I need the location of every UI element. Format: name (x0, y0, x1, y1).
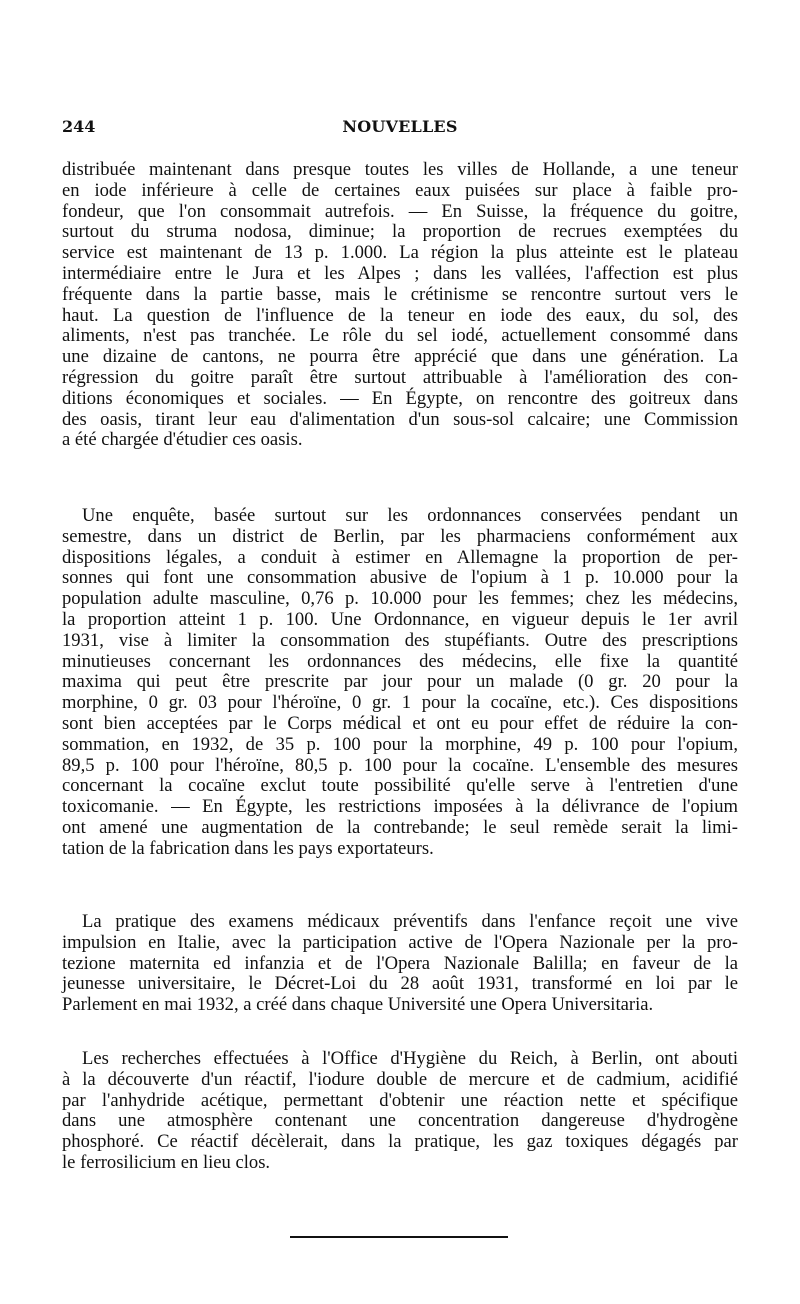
paragraph-recherches (62, 1049, 738, 1174)
text-line: toxicomanie. — En Égypte, les restrictions imposées à la délivrance de l'opium (62, 796, 738, 818)
text-line: jeunesse universitaire, le Décret-Loi du 28 août 1931, transformé en loi par le (62, 973, 738, 995)
text-line: régression du goitre paraît être surtout attribuable à l'amélioration des con- (62, 366, 738, 388)
text-line: par l'anhydride acétique, permettant d'obtenir une réaction nette et spécifique (62, 1089, 738, 1111)
text-line: La pratique des examens médicaux préventifs dans l'enfance reçoit une vive (82, 911, 738, 932)
text-line: semestre, dans un district de Berlin, par les pharmaciens conformément aux (62, 525, 738, 547)
paragraph-examens (62, 912, 738, 1016)
text-line: 89,5 p. 100 pour l'héroïne, 80,5 p. 100 pour la cocaïne. L'ensemble des mesures (62, 754, 738, 776)
text-line: une dizaine de cantons, ne pourra être apprécié que dans une génération. La (62, 346, 738, 368)
text-line: des oasis, tirant leur eau d'alimentation d'un sous-sol calcaire; une Commission (62, 408, 738, 430)
paragraph-opium (62, 506, 738, 860)
running-head: NOUVELLES (342, 117, 458, 136)
text-line: à la découverte d'un réactif, l'iodure double de mercure et de cadmium, acidifié (62, 1068, 738, 1090)
paragraph-goitre (62, 160, 738, 451)
text-line: intermédiaire entre le Jura et les Alpes ; dans les vallées, l'affection est plus (62, 262, 738, 284)
text-line: phosphoré. Ce réactif décèlerait, dans la pratique, les gaz toxiques dégagés par (62, 1131, 738, 1153)
text-line: maxima qui peut être prescrite par jour pour un malade (0 gr. 20 pour la (62, 671, 738, 693)
text-line: tation de la fabrication dans les pays exportateurs. (62, 837, 434, 859)
page-header (62, 117, 738, 141)
text-line: morphine, 0 gr. 03 pour l'héroïne, 0 gr. 1 pour la cocaïne, etc.). Ces dispositions (62, 692, 738, 714)
text-line: en iode inférieure à celle de certaines eaux puisées sur place à faible pro- (62, 179, 738, 201)
page-number: 244 (62, 117, 96, 136)
text-line: fréquente dans la partie basse, mais le crétinisme se rencontre surtout vers le (62, 283, 738, 305)
text-line: Les recherches effectuées à l'Office d'Hygiène du Reich, à Berlin, ont abouti (82, 1048, 738, 1069)
text-line: impulsion en Italie, avec la participation active de l'Opera Nazionale per la pro- (62, 931, 738, 953)
text-line: tezione maternita ed infanzia et de l'Opera Nazionale Balilla; en faveur de la (62, 952, 738, 974)
text-line: minutieuses concernant les ordonnances des médecins, elle fixe la quantité (62, 650, 738, 672)
text-line: sommation, en 1932, de 35 p. 100 pour la morphine, 49 p. 100 pour l'opium, (62, 733, 738, 755)
text-line: concernant la cocaïne exclut toute possibilité qu'elle serve à l'entretien d'une (62, 775, 738, 797)
text-line: distribuée maintenant dans presque toutes les villes de Hollande, a une teneur (62, 159, 738, 180)
text-line: dans une atmosphère contenant une concentration dangereuse d'hydrogène (62, 1110, 738, 1132)
text-line: ont amené une augmentation de la contrebande; le seul remède serait la limi- (62, 816, 738, 838)
text-line: fondeur, que l'on consommait autrefois. — En Suisse, la fréquence du goitre, (62, 200, 738, 222)
text-line: le ferrosilicium en lieu clos. (62, 1151, 271, 1173)
text-line: la proportion atteint 1 p. 100. Une Ordonnance, en vigueur depuis le 1er avril (62, 608, 738, 630)
text-line: dispositions légales, a conduit à estimer en Allemagne la proportion de per- (62, 546, 738, 568)
text-line: population adulte masculine, 0,76 p. 10.000 pour les femmes; chez les médecins, (62, 588, 738, 610)
text-line: Parlement en mai 1932, a créé dans chaque Université une Opera Universitaria. (62, 994, 654, 1016)
text-line: service est maintenant de 13 p. 1.000. La région la plus atteinte est le plateau (62, 242, 738, 264)
text-line: haut. La question de l'influence de la teneur en iode des eaux, du sol, des (62, 304, 738, 326)
text-line: surtout du struma nodosa, diminue; la proportion de recrues exemptées du (62, 221, 738, 243)
text-line: a été chargée d'étudier ces oasis. (62, 429, 303, 451)
text-line: Une enquête, basée surtout sur les ordonnances conservées pendant un (82, 505, 738, 526)
end-rule (290, 1236, 508, 1238)
text-line: 1931, vise à limiter la consommation des stupéfiants. Outre des prescriptions (62, 629, 738, 651)
text-line: sont bien acceptées par le Corps médical et ont eu pour effet de réduire la con- (62, 712, 738, 734)
text-line: aliments, n'est pas tranchée. Le rôle du sel iodé, actuellement consommé dans (62, 325, 738, 347)
text-line: ditions économiques et sociales. — En Égypte, on rencontre des goitreux dans (62, 387, 738, 409)
text-line: sonnes qui font une consommation abusive de l'opium à 1 p. 10.000 pour la (62, 567, 738, 589)
